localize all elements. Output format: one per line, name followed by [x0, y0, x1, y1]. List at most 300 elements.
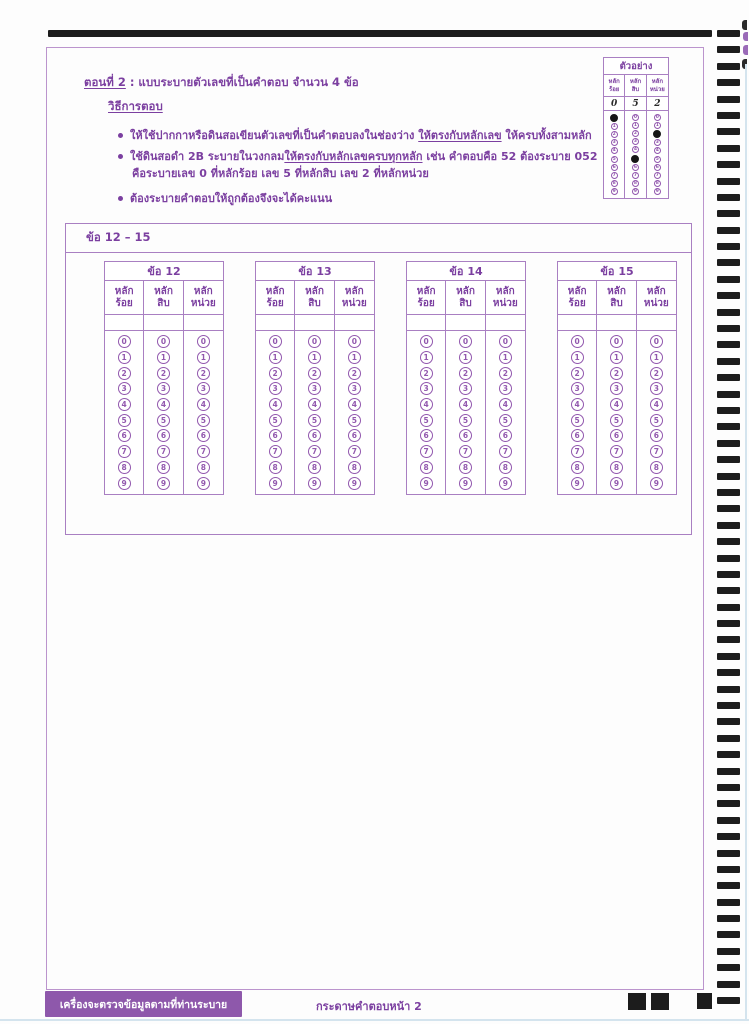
answer-bubble[interactable]: 9	[157, 477, 170, 490]
grid-header-row	[105, 281, 223, 315]
digit-column	[486, 331, 525, 494]
digit-column	[446, 331, 485, 494]
timing-mark	[717, 833, 740, 840]
bullet-icon	[118, 133, 123, 138]
example-bubble: 4	[633, 147, 638, 153]
timing-mark	[717, 161, 740, 168]
answer-bubble[interactable]: 6	[650, 429, 663, 442]
digit-column-header: หลัก สิบ	[446, 281, 485, 314]
answer-bubble[interactable]: 4	[118, 398, 131, 411]
instruction-line	[118, 190, 609, 207]
timing-mark	[717, 555, 740, 562]
answer-bubble[interactable]: 1	[118, 351, 131, 364]
answer-bubble[interactable]: 9	[197, 477, 210, 490]
answer-bubble[interactable]: 6	[610, 429, 623, 442]
example-written-digit: 0	[604, 97, 625, 110]
answer-bubble[interactable]: 4	[650, 398, 663, 411]
write-in-cell[interactable]	[558, 315, 597, 330]
write-in-cell[interactable]	[184, 315, 223, 330]
answer-bubble[interactable]: 7	[499, 445, 512, 458]
answer-bubble[interactable]: 4	[610, 398, 623, 411]
timing-mark	[717, 112, 740, 119]
answer-bubble[interactable]: 3	[197, 382, 210, 395]
timing-mark	[717, 79, 740, 86]
answer-bubble[interactable]: 0	[118, 335, 131, 348]
answer-grid	[406, 261, 526, 495]
answer-bubble[interactable]: 3	[499, 382, 512, 395]
answer-bubble[interactable]: 6	[269, 429, 282, 442]
write-in-cell[interactable]	[256, 315, 295, 330]
page-bottom-edge	[0, 1019, 749, 1021]
answer-bubble[interactable]: 2	[499, 367, 512, 380]
answer-bubble[interactable]: 4	[571, 398, 584, 411]
write-in-cell[interactable]	[295, 315, 334, 330]
answer-bubble[interactable]: 3	[348, 382, 361, 395]
answer-bubble[interactable]: 2	[459, 367, 472, 380]
write-in-cell[interactable]	[105, 315, 144, 330]
digit-column-header: หลัก ร้อย	[256, 281, 295, 314]
example-bubble: 9	[612, 189, 616, 195]
digit-column-header: หลัก หน่วย	[341, 286, 367, 309]
answer-bubble[interactable]: 6	[420, 429, 433, 442]
timing-mark	[717, 30, 740, 37]
example-bubble: 1	[612, 123, 616, 129]
answer-bubble[interactable]: 3	[157, 382, 170, 395]
answer-bubble[interactable]: 1	[157, 351, 170, 364]
grid-bubble-area	[558, 331, 676, 494]
answer-bubble[interactable]: 8	[459, 461, 472, 474]
answer-bubble[interactable]: 8	[308, 461, 321, 474]
grid-title: ข้อ 12	[105, 262, 223, 281]
timing-mark	[717, 686, 740, 693]
page-edge-mark	[743, 45, 748, 55]
timing-mark	[717, 128, 740, 135]
grid-bubble-area	[407, 331, 525, 494]
timing-mark	[717, 292, 740, 299]
answer-bubble[interactable]: 1	[348, 351, 361, 364]
instruction-text: ให้ใช้ปากกาหรือดินสอเขียนตัวเลขที่เป็นคำตอบลงในช่องว่าง ให้ตรงกับหลักเลข ให้ครบทั้งสามหลัก	[130, 129, 592, 142]
write-in-cell[interactable]	[144, 315, 183, 330]
answer-bubble[interactable]: 0	[459, 335, 472, 348]
digit-column-header: หลัก ร้อย	[558, 281, 597, 314]
timing-mark	[717, 800, 740, 807]
digit-column	[105, 331, 144, 494]
timing-mark	[717, 227, 740, 234]
grid-write-row	[105, 315, 223, 331]
grid-bubble-area	[105, 331, 223, 494]
digit-column-header: หลัก ร้อย	[407, 281, 446, 314]
instruction-line	[118, 127, 609, 144]
timing-mark	[717, 899, 740, 906]
digit-column-header: หลัก หน่วย	[492, 286, 518, 309]
example-bubble: 3	[633, 139, 638, 145]
timing-mark	[717, 882, 740, 889]
example-bubble: 4	[655, 148, 659, 154]
example-bubble: 7	[655, 172, 659, 178]
timing-mark	[717, 571, 740, 578]
grid-title: ข้อ 14	[407, 262, 525, 281]
answer-bubble[interactable]: 5	[459, 414, 472, 427]
answer-bubble[interactable]: 9	[269, 477, 282, 490]
answer-bubble[interactable]: 0	[650, 335, 663, 348]
timing-mark	[717, 620, 740, 627]
answer-bubble[interactable]: 1	[650, 351, 663, 364]
answer-bubble[interactable]: 4	[197, 398, 210, 411]
digit-column	[184, 331, 223, 494]
write-in-cell[interactable]	[637, 315, 676, 330]
answer-bubble[interactable]: 5	[499, 414, 512, 427]
answer-bubble[interactable]: 0	[571, 335, 584, 348]
grid-title: ข้อ 15	[558, 262, 676, 281]
answer-bubble[interactable]: 1	[197, 351, 210, 364]
answer-bubble[interactable]: 0	[269, 335, 282, 348]
bullet-icon	[118, 154, 123, 159]
answer-bubble[interactable]: 5	[348, 414, 361, 427]
example-bubble	[631, 155, 639, 163]
answer-bubble[interactable]: 2	[610, 367, 623, 380]
answer-bubble[interactable]: 7	[118, 445, 131, 458]
answer-bubble[interactable]: 8	[118, 461, 131, 474]
grid-write-row	[407, 315, 525, 331]
timing-mark	[717, 948, 740, 955]
answer-bubble[interactable]: 6	[308, 429, 321, 442]
answer-bubble[interactable]: 9	[118, 477, 131, 490]
answer-bubble[interactable]: 1	[610, 351, 623, 364]
registration-square	[697, 993, 712, 1009]
answer-bubble[interactable]: 9	[459, 477, 472, 490]
answer-bubble[interactable]: 5	[118, 414, 131, 427]
example-bubble: 8	[633, 181, 638, 187]
answer-bubble[interactable]: 3	[610, 382, 623, 395]
timing-mark	[717, 636, 740, 643]
timing-mark	[717, 243, 740, 250]
write-in-cell[interactable]	[335, 315, 374, 330]
digit-column	[335, 331, 374, 494]
digit-column	[407, 331, 446, 494]
answer-bubble[interactable]: 0	[420, 335, 433, 348]
timing-mark	[717, 964, 740, 971]
answer-bubble[interactable]: 1	[499, 351, 512, 364]
answer-bubble[interactable]: 9	[499, 477, 512, 490]
example-bubble: 3	[655, 140, 659, 146]
timing-mark	[717, 259, 740, 266]
timing-mark	[717, 210, 740, 217]
digit-column	[144, 331, 183, 494]
timing-mark	[717, 194, 740, 201]
example-written-row	[604, 97, 668, 111]
answer-bubble[interactable]: 3	[118, 382, 131, 395]
answer-bubble[interactable]: 0	[499, 335, 512, 348]
answer-bubble[interactable]: 3	[420, 382, 433, 395]
example-bubble: 4	[612, 148, 616, 154]
answer-bubble[interactable]: 5	[308, 414, 321, 427]
example-bubble: 5	[655, 156, 659, 162]
example-header-row	[604, 75, 668, 97]
answer-bubble[interactable]: 9	[571, 477, 584, 490]
timing-mark	[717, 96, 740, 103]
answer-bubble[interactable]: 7	[610, 445, 623, 458]
digit-column-header: หลัก สิบ	[144, 281, 183, 314]
answer-bubble[interactable]: 1	[269, 351, 282, 364]
answer-bubble[interactable]: 1	[308, 351, 321, 364]
timing-mark	[717, 145, 740, 152]
timing-mark	[717, 391, 740, 398]
answer-bubble[interactable]: 2	[348, 367, 361, 380]
timing-mark	[717, 63, 740, 70]
example-digit-column	[604, 111, 625, 198]
timing-mark	[717, 817, 740, 824]
grid-header-row	[256, 281, 374, 315]
write-in-cell[interactable]	[597, 315, 636, 330]
example-box	[603, 57, 669, 199]
answer-bubble[interactable]: 2	[269, 367, 282, 380]
timing-mark	[717, 309, 740, 316]
timing-mark	[717, 669, 740, 676]
answer-bubble[interactable]: 6	[348, 429, 361, 442]
timing-mark	[717, 489, 740, 496]
timing-mark	[717, 653, 740, 660]
instructions	[84, 74, 609, 207]
grid-write-row	[256, 315, 374, 331]
machine-note: เครื่องจะตรวจข้อมูลตามที่ท่านระบาย	[45, 991, 242, 1017]
answer-bubble[interactable]: 9	[610, 477, 623, 490]
example-written-digit: 2	[654, 98, 661, 109]
example-digit-column	[647, 111, 668, 198]
answer-grid	[255, 261, 375, 495]
next-page-edge	[745, 64, 747, 1020]
digit-column-header: หลัก สิบ	[295, 281, 334, 314]
instruction-bullets	[84, 127, 609, 207]
answer-bubble[interactable]: 6	[157, 429, 170, 442]
example-bubble: 8	[655, 181, 659, 187]
answer-bubble[interactable]: 5	[650, 414, 663, 427]
answer-bubble[interactable]: 4	[348, 398, 361, 411]
example-bubble: 0	[633, 114, 638, 120]
answer-bubble[interactable]: 7	[197, 445, 210, 458]
answer-bubble[interactable]: 7	[348, 445, 361, 458]
answer-section	[65, 223, 692, 535]
answer-bubble[interactable]: 6	[459, 429, 472, 442]
digit-column-header: หลัก หน่วย	[643, 286, 669, 309]
answer-grid	[104, 261, 224, 495]
section-heading: ตอนที่ 2 : แบบระบายตัวเลขที่เป็นคำตอบ จำนวน 4 ข้อ	[84, 75, 359, 89]
example-digit-column	[625, 111, 646, 198]
answer-bubble[interactable]: 2	[420, 367, 433, 380]
example-bubble: 7	[612, 172, 616, 178]
answer-bubble[interactable]: 3	[308, 382, 321, 395]
timing-mark	[717, 374, 740, 381]
write-in-cell[interactable]	[446, 315, 485, 330]
answer-bubble[interactable]: 8	[420, 461, 433, 474]
example-bubble: 1	[633, 122, 638, 128]
bullet-icon	[118, 196, 123, 201]
answer-bubble[interactable]: 4	[269, 398, 282, 411]
answer-bubble[interactable]: 0	[308, 335, 321, 348]
answer-range-label: ข้อ 12 – 15	[66, 224, 691, 253]
registration-square	[628, 993, 646, 1010]
example-bubble: 2	[612, 131, 616, 137]
timing-track	[717, 30, 740, 1004]
grid-header-row	[407, 281, 525, 315]
answer-bubble[interactable]: 9	[650, 477, 663, 490]
registration-square	[651, 993, 669, 1010]
digit-column	[637, 331, 676, 494]
answer-bubble[interactable]: 1	[571, 351, 584, 364]
answer-bubble[interactable]: 2	[118, 367, 131, 380]
instruction-text: ต้องระบายคำตอบให้ถูกต้องจึงจะได้คะแนน	[130, 192, 333, 205]
timing-mark	[717, 997, 740, 1004]
answer-bubble[interactable]: 3	[269, 382, 282, 395]
grid-title: ข้อ 13	[256, 262, 374, 281]
instruction-text: ใช้ดินสอดำ 2B ระบายในวงกลมให้ตรงกับหลักเลขครบทุกหลัก เช่น คำตอบคือ 52 ต้องระบาย 052	[130, 150, 598, 163]
digit-column	[558, 331, 597, 494]
answer-grids-row	[104, 261, 677, 495]
timing-mark	[717, 341, 740, 348]
example-bubble: 7	[633, 172, 638, 178]
answer-bubble[interactable]: 6	[499, 429, 512, 442]
digit-column-header: หลัก ร้อย	[105, 281, 144, 314]
answer-bubble[interactable]: 8	[650, 461, 663, 474]
example-bubble	[653, 130, 661, 138]
answer-bubble[interactable]: 0	[348, 335, 361, 348]
timing-mark	[717, 423, 740, 430]
grid-header-row	[558, 281, 676, 315]
timing-mark	[717, 784, 740, 791]
answer-bubble[interactable]: 8	[348, 461, 361, 474]
example-bubble: 6	[655, 164, 659, 170]
timing-mark	[717, 702, 740, 709]
answer-bubble[interactable]: 7	[571, 445, 584, 458]
answer-bubble[interactable]: 2	[571, 367, 584, 380]
answer-bubble[interactable]: 5	[420, 414, 433, 427]
answer-bubble[interactable]: 0	[157, 335, 170, 348]
digit-column	[256, 331, 295, 494]
example-bubble: 8	[612, 181, 616, 187]
timing-mark	[717, 505, 740, 512]
answer-bubble[interactable]: 3	[650, 382, 663, 395]
write-in-cell[interactable]	[407, 315, 446, 330]
page-edge-mark	[743, 32, 748, 41]
answer-bubble[interactable]: 6	[197, 429, 210, 442]
example-bubble: 9	[655, 189, 659, 195]
grid-bubble-area	[256, 331, 374, 494]
example-title: ตัวอย่าง	[604, 58, 668, 75]
answer-bubble[interactable]: 5	[571, 414, 584, 427]
example-bubble: 6	[633, 164, 638, 170]
answer-bubble[interactable]: 3	[571, 382, 584, 395]
example-bubble: 0	[655, 114, 659, 120]
answer-bubble[interactable]: 8	[157, 461, 170, 474]
example-bubble	[610, 114, 618, 122]
answer-bubble[interactable]: 1	[459, 351, 472, 364]
answer-bubble[interactable]: 5	[610, 414, 623, 427]
example-bubble: 9	[633, 189, 638, 195]
answer-bubble[interactable]: 9	[348, 477, 361, 490]
timing-mark	[717, 46, 740, 53]
top-registration-bar	[48, 30, 712, 37]
answer-bubble[interactable]: 8	[571, 461, 584, 474]
answer-bubble[interactable]: 4	[308, 398, 321, 411]
timing-mark	[717, 768, 740, 775]
answer-bubble[interactable]: 9	[420, 477, 433, 490]
timing-mark	[717, 276, 740, 283]
answer-bubble[interactable]: 6	[571, 429, 584, 442]
timing-mark	[717, 981, 740, 988]
answer-bubble[interactable]: 2	[650, 367, 663, 380]
timing-mark	[717, 407, 740, 414]
answer-bubble[interactable]: 8	[197, 461, 210, 474]
timing-mark	[717, 587, 740, 594]
method-heading: วิธีการตอบ	[108, 99, 163, 113]
example-bubble: 6	[612, 164, 616, 170]
answer-bubble[interactable]: 7	[269, 445, 282, 458]
answer-bubble[interactable]: 4	[459, 398, 472, 411]
timing-mark	[717, 178, 740, 185]
timing-mark	[717, 325, 740, 332]
example-column-header: หลัก ร้อย	[604, 75, 625, 96]
page-edge-mark	[742, 20, 747, 30]
answer-bubble[interactable]: 5	[157, 414, 170, 427]
answer-bubble[interactable]: 6	[118, 429, 131, 442]
answer-bubble[interactable]: 0	[610, 335, 623, 348]
example-bubble-area	[604, 111, 668, 198]
answer-bubble[interactable]: 7	[650, 445, 663, 458]
instruction-line	[132, 165, 609, 182]
timing-mark	[717, 522, 740, 529]
answer-bubble[interactable]: 2	[308, 367, 321, 380]
timing-mark	[717, 931, 740, 938]
answer-bubble[interactable]: 2	[197, 367, 210, 380]
answer-bubble[interactable]: 5	[197, 414, 210, 427]
answer-bubble[interactable]: 5	[269, 414, 282, 427]
answer-bubble[interactable]: 7	[420, 445, 433, 458]
example-column-header: หลัก หน่วย	[649, 78, 665, 93]
grid-write-row	[558, 315, 676, 331]
answer-grid	[557, 261, 677, 495]
timing-mark	[717, 538, 740, 545]
answer-bubble[interactable]: 8	[499, 461, 512, 474]
answer-bubble[interactable]: 8	[269, 461, 282, 474]
digit-column-header: หลัก สิบ	[597, 281, 636, 314]
timing-mark	[717, 440, 740, 447]
instruction-line	[118, 148, 609, 165]
timing-mark	[717, 456, 740, 463]
answer-bubble[interactable]: 8	[610, 461, 623, 474]
answer-bubble[interactable]: 7	[308, 445, 321, 458]
answer-bubble[interactable]: 3	[459, 382, 472, 395]
timing-mark	[717, 850, 740, 857]
answer-bubble[interactable]: 2	[157, 367, 170, 380]
write-in-cell[interactable]	[486, 315, 525, 330]
example-column-header: หลัก สิบ	[625, 75, 646, 96]
timing-mark	[717, 735, 740, 742]
answer-bubble[interactable]: 9	[308, 477, 321, 490]
answer-bubble[interactable]: 7	[459, 445, 472, 458]
example-written-digit: 5	[625, 97, 646, 110]
answer-bubble[interactable]: 1	[420, 351, 433, 364]
answer-bubble[interactable]: 4	[157, 398, 170, 411]
timing-mark	[717, 473, 740, 480]
timing-mark	[717, 358, 740, 365]
answer-bubble[interactable]: 7	[157, 445, 170, 458]
timing-mark	[717, 915, 740, 922]
answer-bubble[interactable]: 4	[420, 398, 433, 411]
answer-bubble[interactable]: 4	[499, 398, 512, 411]
page-number-label: กระดาษคำตอบหน้า 2	[316, 1000, 422, 1013]
example-bubble: 3	[612, 140, 616, 146]
answer-bubble[interactable]: 0	[197, 335, 210, 348]
digit-column	[295, 331, 334, 494]
